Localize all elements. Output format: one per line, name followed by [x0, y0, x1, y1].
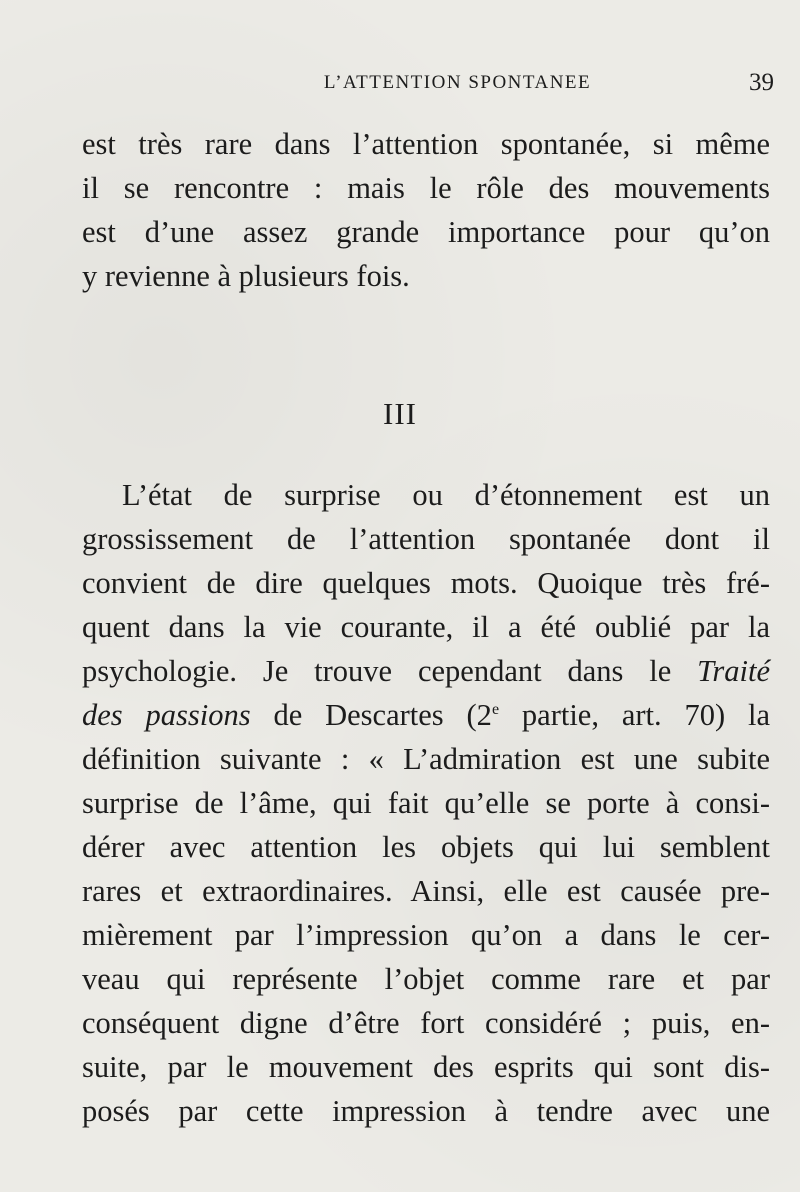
text-line: grossissement de l’attention spontanée dont il	[82, 522, 770, 556]
top-paragraph	[82, 122, 770, 298]
line-text: partie, art. 70) la	[521, 698, 770, 732]
text-line: veau qui représente l’objet comme rare et par	[82, 962, 770, 996]
text-line: suite, par le mouvement des esprits qui sont dis-	[82, 1050, 770, 1084]
text-line	[82, 649, 770, 693]
text-line: L’état de surprise ou d’étonnement est un	[122, 478, 770, 512]
line-text: psychologie. Je trouve cependant dans le	[82, 654, 672, 688]
text-line: quent dans la vie courante, il a été oublié par la	[82, 610, 770, 644]
running-head	[80, 69, 780, 106]
running-title: L’ATTENTION SPONTANEE	[323, 72, 592, 93]
section-heading: III	[383, 396, 417, 431]
text-line: conséquent digne d’être fort considéré ; puis, en-	[82, 1006, 770, 1040]
superscript: e	[491, 700, 500, 718]
text-line: y revienne à plusieurs fois.	[82, 259, 410, 293]
text-line: mièrement par l’impression qu’on a dans le cer-	[82, 918, 770, 952]
text-line: surprise de l’âme, qui fait qu’elle se porte à consi-	[82, 786, 770, 820]
text-line: dérer avec attention les objets qui lui semblent	[82, 830, 770, 864]
text-line: convient de dire quelques mots. Quoique très fré-	[82, 566, 770, 600]
text-line: définition suivante : « L’admiration est une subite	[82, 742, 770, 776]
book-title-part: des passions	[82, 698, 251, 732]
text-line: il se rencontre : mais le rôle des mouvements	[82, 171, 770, 205]
text-line: est très rare dans l’attention spontanée, si même	[82, 127, 770, 161]
text-line: rares et extraordinaires. Ainsi, elle est causée pre-	[82, 874, 770, 908]
page-number: 39	[749, 69, 774, 96]
main-paragraph	[82, 473, 770, 1133]
text-line	[82, 693, 770, 737]
text-line: posés par cette impression à tendre avec une	[82, 1094, 770, 1128]
text-line: est d’une assez grande importance pour qu’on	[82, 215, 770, 249]
book-title-part: Traité	[697, 654, 770, 688]
line-text: de Descartes (2	[273, 698, 492, 732]
